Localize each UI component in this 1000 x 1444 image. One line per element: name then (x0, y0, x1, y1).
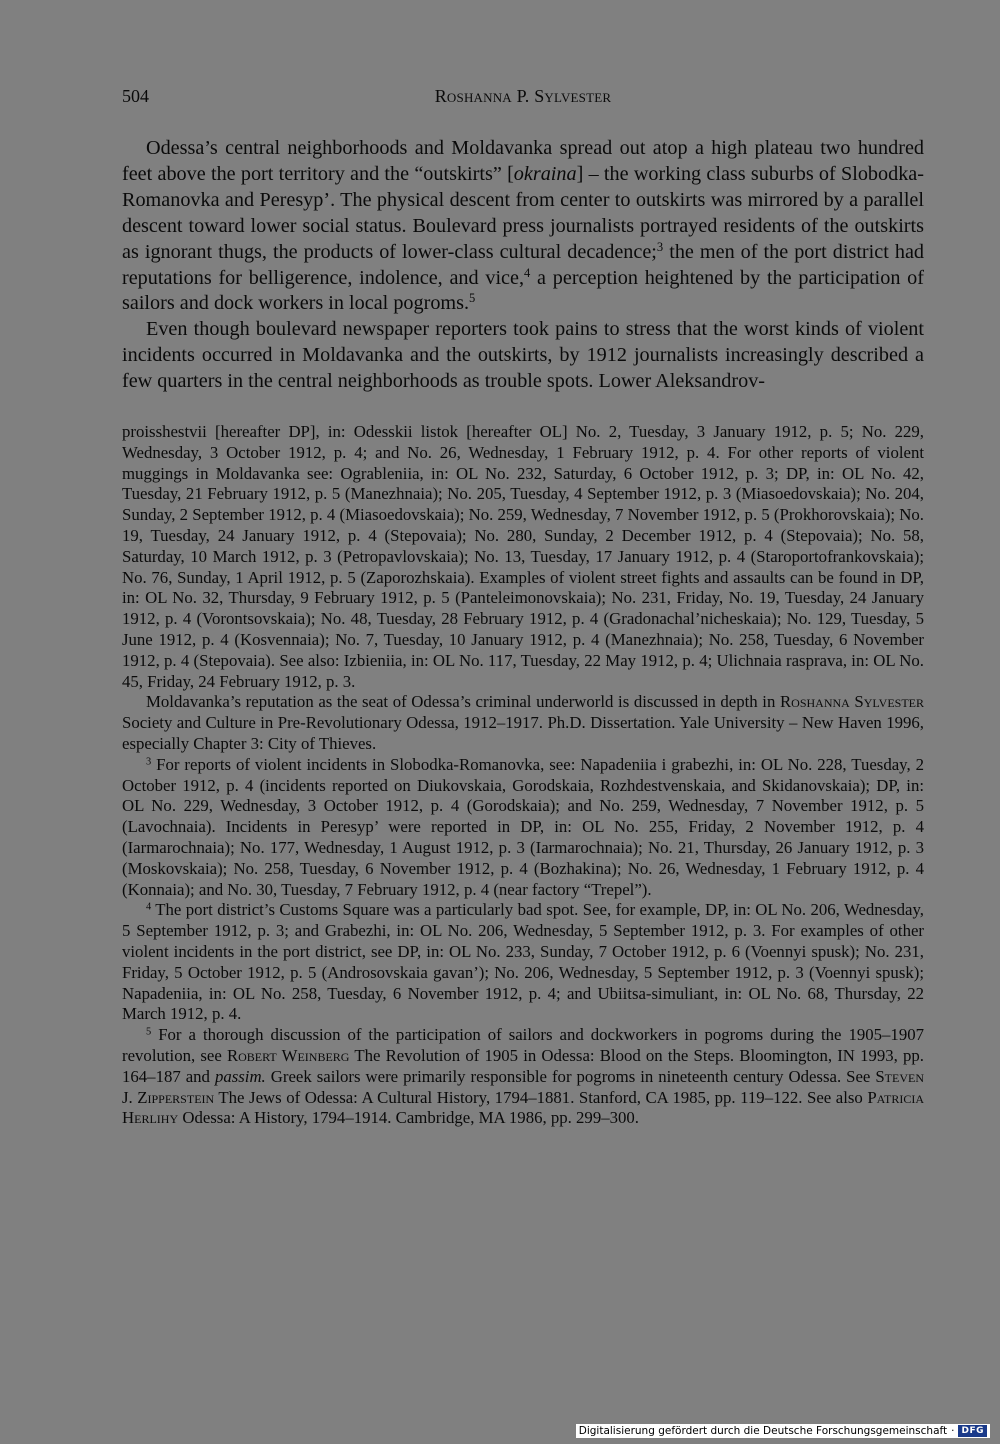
author-name: Patricia Herlihy (122, 1087, 924, 1128)
dfg-logo-icon[interactable]: DFG (958, 1425, 987, 1437)
italic-term: passim. (214, 1066, 266, 1086)
credit-text: Digitalisierung gefördert durch die Deutsche Forschungsgemeinschaft (578, 1425, 948, 1437)
italic-term: okraina (513, 162, 577, 185)
digitization-credit: Digitalisierung gefördert durch die Deutsche Forschungsgemeinschaft · DFG (576, 1424, 990, 1438)
body-paragraph-1: Odessa’s central neighborhoods and Moldavanka spread out atop a high plateau two hundred feet above the port territory and the “outskirts” [okraina] – the working class suburbs of Slobodka-Romanovka and Peresyp’. The physical descent from center to outskirts was mirrored by a parallel descent toward lower social status. Boulevard press journalists portrayed residents of the outskirts as ignorant thugs, the products of lower-class cultural decadence;$^3$ the men of the port district had reputations for belligerence, indolence, and vice,$^4$ a perception heightened by the participation of sailors and dock workers in local pogroms.$^5$ (122, 137, 924, 315)
body-paragraph-2: Even though boulevard newspaper reporters took pains to stress that the worst kinds of violent incidents occurred in Moldavanka and the outskirts, by 1912 journalists increasingly described a few quarters in the central neighborhoods as trouble spots. Lower Aleksandrov- (122, 318, 924, 393)
footnote-mark-5: 5 (146, 1026, 152, 1038)
footnote-ref-4[interactable]: 4 (524, 265, 531, 280)
page-header (122, 86, 924, 110)
footnote-3: $^3$ For reports of violent incidents in Slobodka-Romanovka, see: Napadeniia i grabezhi, in: OL No. 228, Tuesday, 2 October 1912, p. 4 (incidents reported on Diukovskaia, Gorodskaia, Rozhdestvenskaia, and Skidanovskaia); DP, in: OL No. 229, Wednesday, 3 October 1912, p. 4 (Gorodskaia); and No. 259, Wednesday, 7 November 1912, p. 5 (Lavochnaia). Incidents in Peresyp’ were reported in DP, in: OL No. 255, Friday, 2 November 1912, p. 4 (Iarmarochnaia); No. 177, Wednesday, 1 August 1912, p. 3 (Iarmarochnaia); No. 21, Thursday, 26 January 1912, p. 3 (Moskovskaia); No. 258, Tuesday, 6 November 1912, p. 4 (Bozhakina); No. 26, Wednesday, 1 February 1912, p. 4 (Konnaia); and No. 30, Tuesday, 7 February 1912, p. 4 (near factory “Trepel”). (122, 754, 924, 899)
footnote-mark-4: 4 (146, 901, 152, 913)
main-text (122, 136, 924, 395)
footnote-4: $^4$ The port district’s Customs Square was a particularly bad spot. See, for example, DP, in: OL No. 206, Wednesday, 5 September 1912, p. 3; and Grabezhi, in: OL No. 206, Wednesday, 5 September 1912, p. 3. For examples of other violent incidents in the port district, see DP, in: OL No. 233, Sunday, 7 October 1912, p. 6 (Voennyi spusk); No. 231, Friday, 5 October 1912, p. 5 (Androsovskaia gavan’); No. 206, Wednesday, 5 September 1912, p. 3 (Voennyi spusk); Napadeniia, in: OL No. 258, Tuesday, 6 November 1912, p. 4; and Ubiitsa-simuliant, in: OL No. 68, Thursday, 22 March 1912, p. 4. (122, 900, 924, 1024)
footnote-mark-3: 3 (146, 756, 152, 768)
author-name: Robert Weinberg (226, 1045, 350, 1065)
footnotes (122, 422, 924, 1129)
author-name: Steven J. Zipperstein (122, 1066, 924, 1107)
page-number: 504 (122, 86, 149, 106)
running-head: Roshanna P. Sylvester (434, 86, 612, 106)
footnote-2-continuation: proisshestvii [hereafter DP], in: Odesskii listok [hereafter OL] No. 2, Tuesday, 3 January 1912, p. 5; No. 229, Wednesday, 3 October 1912, p. 4; and No. 26, Wednesday, 1 February 1912, p. 4. For other reports of violent muggings in Moldavanka see: Ogrableniia, in: OL No. 232, Saturday, 6 October 1912, p. 3; DP, in: OL No. 42, Tuesday, 21 February 1912, p. 5 (Manezhnaia); No. 205, Tuesday, 4 September 1912, p. 3 (Miasoedovskaia); No. 204, Sunday, 2 September 1912, p. 4 (Miasoedovskaia); No. 259, Wednesday, 7 November 1912, p. 5 (Prokhorovskaia); No. 19, Tuesday, 24 January 1912, p. 4 (Stepovaia); No. 280, Sunday, 2 December 1912, p. 4 (Stepovaia); No. 58, Saturday, 10 March 1912, p. 3 (Petropavlovskaia); No. 13, Tuesday, 17 January 1912, p. 4 (Staroportofrankovskaia); No. 76, Sunday, 1 April 1912, p. 5 (Zaporozhskaia). Examples of violent street fights and assaults can be found in DP, in: OL No. 32, Thursday, 9 February 1912, p. 5 (Panteleimonovskaia); No. 231, Friday, No. 19, Tuesday, 24 January 1912, p. 4 (Vorontsovskaia); No. 48, Tuesday, 28 February 1912, p. 4 (Gradonachal’nicheskaia); No. 129, Tuesday, 5 June 1912, p. 4 (Kosvennaia); No. 7, Tuesday, 10 January 1912, p. 4 (Manezhnaia); No. 258, Tuesday, 6 November 1912, p. 4 (Stepovaia). See also: Izbieniia, in: OL No. 117, Tuesday, 22 May 1912, p. 4; Ulichnaia rasprava, in: OL No. 45, Friday, 24 February 1912, p. 3. (122, 422, 924, 691)
footnote-ref-5[interactable]: 5 (469, 291, 476, 306)
footnote-5: $^5$ For a thorough discussion of the participation of sailors and dockworkers in pogroms during the 1905–1907 revolution, see Robert Weinberg The Revolution of 1905 in Odessa: Blood on the Steps. Bloomington, IN 1993, pp. 164–187 and passim. Greek sailors were primarily responsible for pogroms in nineteenth century Odessa. See Steven J. Zipperstein The Jews of Odessa: A Cultural History, 1794–1881. Stanford, CA 1985, pp. 119–122. See also Patricia Herlihy Odessa: A History, 1794–1914. Cambridge, MA 1986, pp. 299–300. (122, 1025, 924, 1128)
author-name: Roshanna Sylvester (779, 692, 924, 712)
footnote-ref-3[interactable]: 3 (656, 239, 664, 254)
footnote-2-paragraph-2: Moldavanka’s reputation as the seat of Odessa’s criminal underworld is discussed in depth in Roshanna Sylvester Society and Culture in Pre-Revolutionary Odessa, 1912–1917. Ph.D. Dissertation. Yale University – New Haven 1996, especially Chapter 3: City of Thieves. (122, 692, 924, 753)
